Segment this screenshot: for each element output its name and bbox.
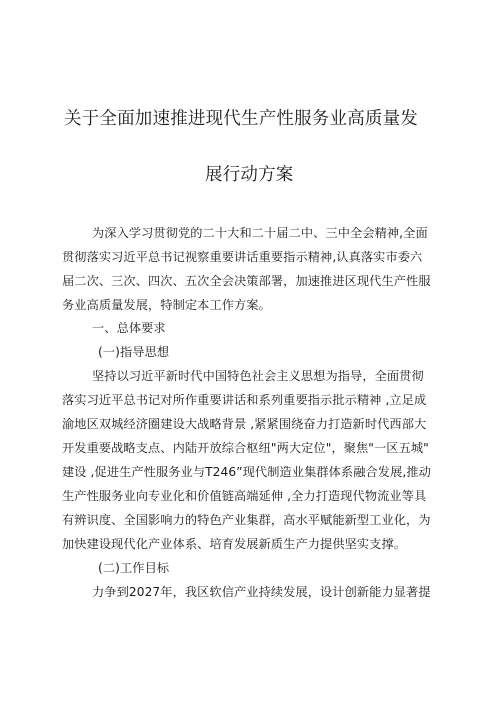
subsection-heading-guiding-thought: (一)指导思想 xyxy=(98,345,170,359)
document-title-line-1: 关于全面加速推进现代生产性服务业高质量发 xyxy=(64,109,418,129)
guiding-line-8: 加快建设现代化产业体系、培育发展新质生产力提供坚实支撑。 xyxy=(62,537,407,551)
section-heading-general-requirements: 一、总体要求 xyxy=(92,321,166,335)
subsection-heading-work-goals: (二)工作目标 xyxy=(98,561,170,575)
guiding-line-6: 生产性服务业向专业化和价值链高端延伸 ,全力打造现代物流业等具 xyxy=(62,489,427,503)
document-title-line-2: 展行动方案 xyxy=(205,165,294,185)
guiding-line-4: 开发重要战略支点、内陆开放综合枢纽"两大定位"，聚焦"一区五城" xyxy=(62,441,429,455)
intro-line-3: 届二次、三次、四次、五次全会决策部署，加速推进区现代生产性服 xyxy=(62,274,431,288)
guiding-line-3: 渝地区双城经济圈建设大战略背景 ,紧紧围绕奋力打造新时代西部大 xyxy=(62,417,427,431)
intro-line-1: 为深入学习贯彻党的二十大和二十届二中、三中全会精神,全面 xyxy=(92,226,428,240)
intro-line-4: 务业高质量发展，特制定本工作方案。 xyxy=(62,298,271,312)
guiding-line-5: 建设 ,促进生产性服务业与T246”现代制造业集群体系融合发展,推动 xyxy=(62,465,431,479)
goal-line-1: 力争到2027年，我区软信产业持续发展，设计创新能力显著提 xyxy=(92,585,431,599)
guiding-line-2: 落实习近平总书记对所作重要讲话和系列重要指示批示精神 ,立足成 xyxy=(62,393,427,407)
intro-line-2: 贯彻落实习近平总书记视察重要讲话重要指示精神,认真落实市委六 xyxy=(62,250,423,264)
guiding-line-7: 有辨识度、全国影响力的特色产业集群，高水平赋能新型工业化，为 xyxy=(62,513,431,527)
guiding-line-1: 坚持以习近平新时代中国特色社会主义思想为指导，全面贯彻 xyxy=(92,369,424,383)
